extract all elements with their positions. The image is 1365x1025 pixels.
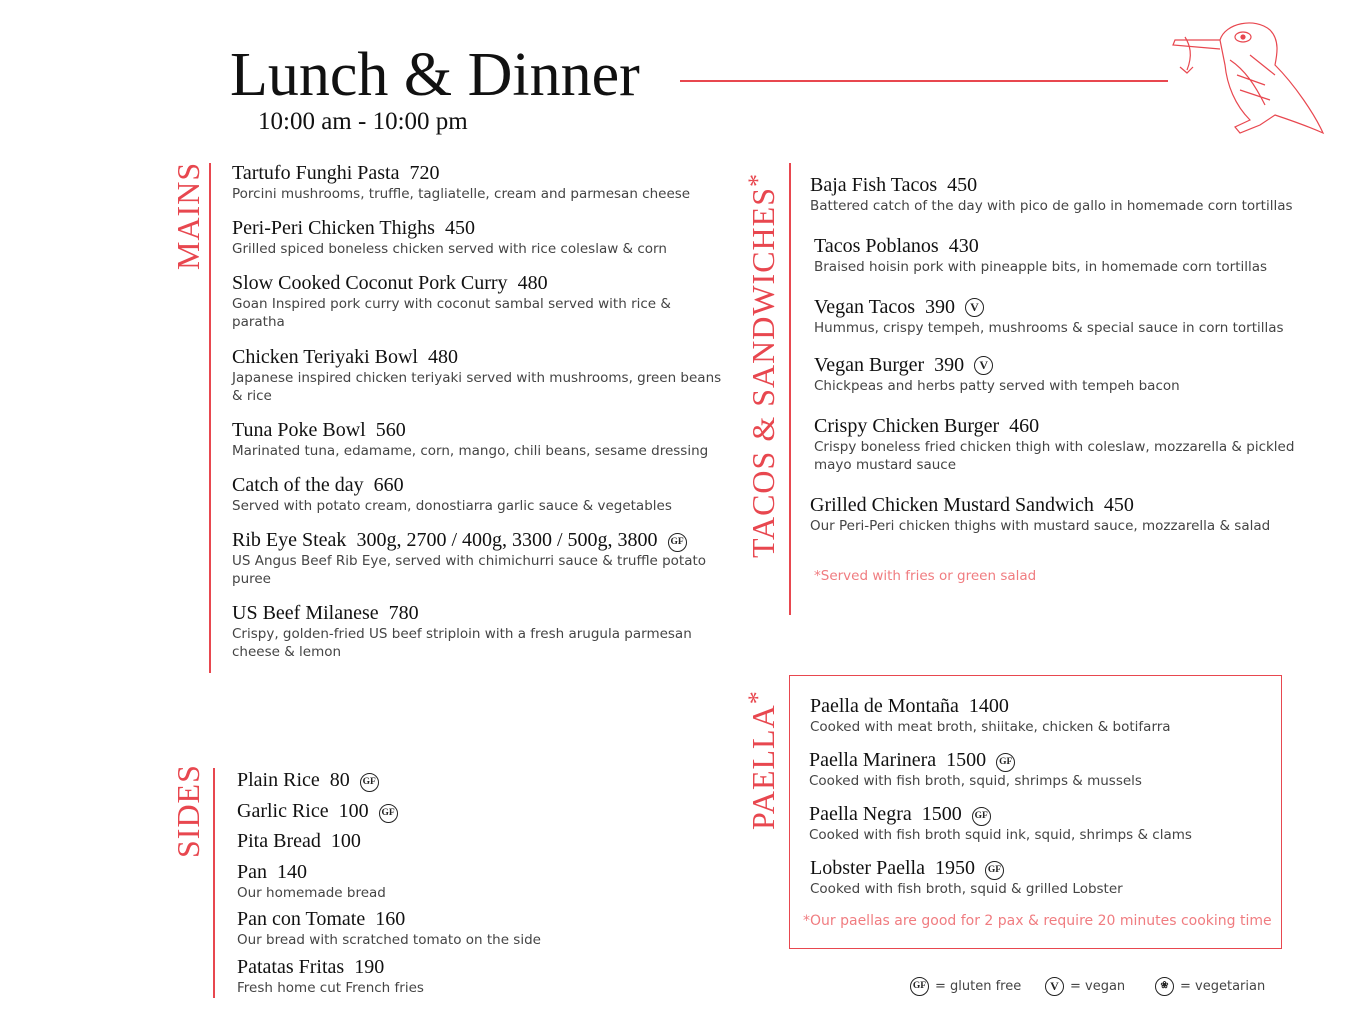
item-price: 450 <box>1103 494 1134 516</box>
menu-item <box>232 216 722 258</box>
header-divider <box>680 80 1168 82</box>
item-price: 390 <box>934 354 965 376</box>
item-name: Baja Fish Tacos <box>810 174 938 196</box>
legend-label: = vegan <box>1070 979 1126 994</box>
menu-item <box>232 271 722 331</box>
item-name-line <box>810 173 1310 197</box>
item-description: Cooked with fish broth, squid & grilled Lobster <box>810 881 1123 897</box>
page-title: Lunch & Dinner <box>230 41 640 109</box>
item-name-line <box>810 694 1270 718</box>
item-price: 100 <box>338 800 369 822</box>
item-name-line <box>237 955 637 979</box>
item-price: 450 <box>444 217 475 239</box>
tacos-note: *Served with fries or green salad <box>814 568 1037 584</box>
item-name-line <box>814 295 1314 319</box>
item-price: 390 <box>924 296 955 318</box>
item-description: Our Peri-Peri chicken thighs with mustard sauce, mozzarella & salad <box>810 518 1271 534</box>
menu-item <box>232 161 722 203</box>
item-name-line <box>232 601 722 625</box>
paella-label-text: PAELLA <box>745 704 781 830</box>
item-description: US Angus Beef Rib Eye, served with chimichurri sauce & truffle potato puree <box>232 553 707 587</box>
item-description: Fresh home cut French fries <box>237 980 424 996</box>
item-price: 160 <box>375 908 406 930</box>
item-price: 80 <box>329 769 350 791</box>
item-name-line <box>232 345 722 369</box>
item-description: Braised hoisin pork with pineapple bits, in homemade corn tortillas <box>814 259 1268 275</box>
menu-item <box>237 955 637 997</box>
menu-item <box>237 799 637 823</box>
item-description: Served with potato cream, donostiarra garlic sauce & vegetables <box>232 498 672 514</box>
item-description: Cooked with fish broth, squid, shrimps & mussels <box>809 773 1142 789</box>
menu-item <box>232 601 722 661</box>
menu-item <box>237 860 637 902</box>
vegan-icon: V <box>974 356 993 375</box>
item-name: Peri-Peri Chicken Thighs <box>232 217 435 239</box>
gluten-free-icon: GF <box>996 753 1015 772</box>
item-description: Goan Inspired pork curry with coconut sambal served with rice & paratha <box>232 296 671 330</box>
item-description: Cooked with fish broth squid ink, squid, shrimps & clams <box>809 827 1192 843</box>
menu-item <box>810 173 1310 215</box>
menu-item <box>232 345 722 405</box>
item-name: Paella Negra <box>809 803 912 825</box>
section-label-sides: SIDES <box>170 764 206 858</box>
item-name-line <box>237 829 637 853</box>
item-name: Chicken Teriyaki Bowl <box>232 346 418 368</box>
sides-divider <box>213 768 215 998</box>
item-description: Hummus, crispy tempeh, mushrooms & special sauce in corn tortillas <box>814 320 1284 336</box>
menu-item <box>809 748 1269 790</box>
menu-item <box>810 493 1310 535</box>
item-description: Crispy boneless fried chicken thigh with coleslaw, mozzarella & pickled mayo mustard sauce <box>814 439 1295 473</box>
item-name: Plain Rice <box>237 769 320 791</box>
item-name-line <box>809 802 1269 826</box>
item-price: 560 <box>375 419 406 441</box>
item-name-line <box>232 161 722 185</box>
item-price: 660 <box>373 474 404 496</box>
item-description: Porcini mushrooms, truffle, tagliatelle, cream and parmesan cheese <box>232 186 691 202</box>
item-name-line <box>232 528 722 552</box>
item-name: Catch of the day <box>232 474 364 496</box>
gluten-free-icon: GF <box>910 977 929 996</box>
item-price: 430 <box>948 235 979 257</box>
menu-item <box>810 694 1270 736</box>
item-name-line <box>237 860 637 884</box>
gluten-free-icon: GF <box>972 807 991 826</box>
item-name-line <box>232 473 722 497</box>
hours: 10:00 am - 10:00 pm <box>258 108 468 135</box>
menu-item <box>232 418 722 460</box>
item-name-line <box>809 748 1269 772</box>
item-name: Paella Marinera <box>809 749 937 771</box>
menu-item <box>232 528 722 588</box>
menu-item <box>232 473 722 515</box>
item-price: 100 <box>330 830 361 852</box>
menu-item <box>237 768 637 792</box>
item-price: 480 <box>427 346 458 368</box>
item-name-line <box>814 414 1314 438</box>
item-name-line <box>810 493 1310 517</box>
star-mark: * <box>743 172 772 187</box>
item-name: Slow Cooked Coconut Pork Curry <box>232 272 508 294</box>
item-price: 460 <box>1009 415 1040 437</box>
vegan-icon: V <box>965 298 984 317</box>
item-name-line <box>237 907 637 931</box>
star-mark: * <box>743 690 772 705</box>
item-price: 190 <box>354 956 385 978</box>
item-price: 1500 <box>921 803 962 825</box>
item-name: Pan con Tomate <box>237 908 366 930</box>
item-name-line <box>814 234 1314 258</box>
item-name-line <box>237 799 637 823</box>
legend-item <box>1045 977 1125 996</box>
tacos-divider <box>789 163 791 615</box>
item-description: Cooked with meat broth, shiitake, chicken & botifarra <box>810 719 1171 735</box>
item-name: Tacos Poblanos <box>814 235 939 257</box>
item-name: Paella de Montaña <box>810 695 959 717</box>
item-description: Crispy, golden-fried US beef striploin with a fresh arugula parmesan cheese & lemon <box>232 626 692 660</box>
item-name: Tuna Poke Bowl <box>232 419 366 441</box>
item-name: Grilled Chicken Mustard Sandwich <box>810 494 1094 516</box>
item-description: Our bread with scratched tomato on the side <box>237 932 541 948</box>
item-name: Tartufo Funghi Pasta <box>232 162 400 184</box>
legend-label: = gluten free <box>935 979 1022 994</box>
item-name: Vegan Burger <box>814 354 925 376</box>
item-price: 480 <box>517 272 548 294</box>
item-price: 300g, 2700 / 400g, 3300 / 500g, 3800 <box>356 529 658 551</box>
item-name: Lobster Paella <box>810 857 925 879</box>
item-description: Our homemade bread <box>237 885 386 901</box>
vegan-icon: V <box>1045 977 1064 996</box>
gluten-free-icon: GF <box>985 861 1004 880</box>
menu-item <box>810 856 1270 898</box>
item-description: Battered catch of the day with pico de gallo in homemade corn tortillas <box>810 198 1293 214</box>
menu-item <box>809 802 1269 844</box>
menu-item <box>237 907 637 949</box>
tacos-label-text: TACOS & SANDWICHES <box>745 186 781 558</box>
item-name: Patatas Fritas <box>237 956 345 978</box>
item-name-line <box>810 856 1270 880</box>
item-name: Garlic Rice <box>237 800 329 822</box>
item-description: Grilled spiced boneless chicken served with rice coleslaw & corn <box>232 241 667 257</box>
item-price: 720 <box>409 162 440 184</box>
item-price: 780 <box>388 602 419 624</box>
gluten-free-icon: GF <box>379 804 398 823</box>
item-price: 450 <box>947 174 978 196</box>
item-name-line <box>232 216 722 240</box>
item-name: Crispy Chicken Burger <box>814 415 1000 437</box>
item-price: 1500 <box>946 749 987 771</box>
menu-item <box>814 234 1314 276</box>
legend-label: = vegetarian <box>1180 979 1266 994</box>
section-label-tacos <box>743 173 782 558</box>
item-name-line <box>232 418 722 442</box>
menu-item <box>814 414 1314 474</box>
menu-item <box>814 295 1314 337</box>
section-label-paella <box>743 690 782 830</box>
mains-divider <box>209 163 211 673</box>
legend-item <box>1155 977 1265 996</box>
item-description: Japanese inspired chicken teriyaki served with mushrooms, green beans & rice <box>232 370 722 404</box>
item-price: 1950 <box>934 857 975 879</box>
paella-note: *Our paellas are good for 2 pax & require 20 minutes cooking time <box>803 913 1272 929</box>
item-price: 140 <box>277 861 307 883</box>
item-name: US Beef Milanese <box>232 602 379 624</box>
item-description: Marinated tuna, edamame, corn, mango, chili beans, sesame dressing <box>232 443 709 459</box>
item-name: Pita Bread <box>237 830 321 852</box>
gluten-free-icon: GF <box>668 533 687 552</box>
legend-item <box>910 977 1021 996</box>
menu-item <box>237 829 637 853</box>
gluten-free-icon: GF <box>360 773 379 792</box>
menu-item <box>814 353 1314 395</box>
kingfisher-illustration <box>1165 15 1330 140</box>
vegetarian-icon: ❀ <box>1155 977 1174 996</box>
item-description: Chickpeas and herbs patty served with tempeh bacon <box>814 378 1180 394</box>
item-price: 1400 <box>968 695 1009 717</box>
item-name-line <box>232 271 722 295</box>
item-name-line <box>814 353 1314 377</box>
section-label-mains: MAINS <box>170 161 206 270</box>
item-name-line <box>237 768 637 792</box>
item-name: Vegan Tacos <box>814 296 915 318</box>
item-name: Pan <box>237 861 267 883</box>
item-name: Rib Eye Steak <box>232 529 347 551</box>
